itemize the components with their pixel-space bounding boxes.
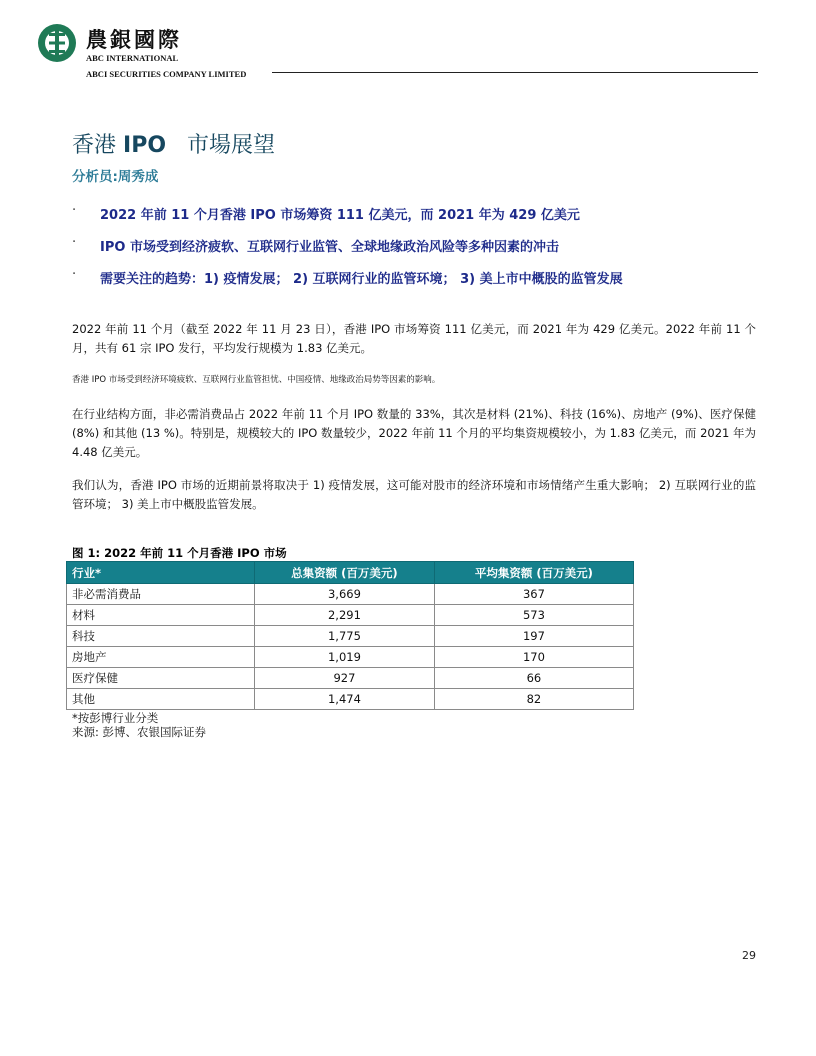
- brand-name-en: ABC INTERNATIONAL: [86, 53, 179, 63]
- bullet-marker: ·: [72, 235, 77, 250]
- sector-cell: 其他: [67, 689, 255, 710]
- classification-note: *按彭博行业分类: [72, 711, 159, 725]
- average-cell: 170: [434, 647, 633, 668]
- average-cell: 82: [434, 689, 633, 710]
- total-cell: 1,019: [255, 647, 435, 668]
- ipo-market-table: [66, 561, 634, 710]
- header-divider: [272, 72, 758, 73]
- key-point-text: 需要关注的趋势：1) 疫情发展； 2) 互联网行业的监管环境； 3) 美上市中概股的监管发展: [100, 272, 623, 287]
- table-row: [67, 626, 634, 647]
- figure-title: 图 1: 2022 年前 11 个月香港 IPO 市场: [72, 546, 287, 560]
- total-cell: 3,669: [255, 584, 435, 605]
- average-cell: 573: [434, 605, 633, 626]
- key-point-text: IPO 市场受到经济疲软、互联网行业监管、全球地缘政治风险等多种因素的冲击: [100, 240, 559, 255]
- key-point-text: 2022 年前 11 个月香港 IPO 市场筹资 111 亿美元，而 2021 年为 429 亿美元: [100, 208, 580, 223]
- table-row: [67, 647, 634, 668]
- table-row: [67, 689, 634, 710]
- table-row: [67, 605, 634, 626]
- sector-cell: 房地产: [67, 647, 255, 668]
- paragraph-factors: 香港 IPO 市场受到经济环境疲软、互联网行业监管担忧、中国疫情、地缘政治局势等因素的影响。: [72, 375, 441, 385]
- key-point: [72, 236, 752, 268]
- total-cell: 1,474: [255, 689, 435, 710]
- bullet-marker: ·: [72, 267, 77, 282]
- paragraph-sector-structure: 在行业结构方面，非必需消费品占 2022 年前 11 个月 IPO 数量的 33%，其次是材料 (21%)、科技 (16%)、房地产 (9%)、医疗保健 (8%) 和其他 (13 %)。特别是，规模较大的 IPO 数量较少，2022 年前 11 个月的平均集资规模较小，为 1.83 亿美元，而 2021 年为 4.48 亿美元。: [72, 407, 756, 459]
- column-header-sector: 行业*: [67, 562, 255, 584]
- sector-cell: 医疗保健: [67, 668, 255, 689]
- total-cell: 1,775: [255, 626, 435, 647]
- analyst-name: 分析员:周秀成: [72, 169, 159, 185]
- brand-company-name: ABCI SECURITIES COMPANY LIMITED: [86, 69, 247, 79]
- average-cell: 66: [434, 668, 633, 689]
- key-point: [72, 204, 752, 236]
- paragraph-outlook: 我们认为，香港 IPO 市场的近期前景将取决于 1) 疫情发展，这可能对股市的经济环境和市场情绪产生重大影响； 2) 互联网行业的监管环境； 3) 美上市中概股监管发展。: [72, 478, 756, 511]
- column-header-average-raised: 平均集资额 (百万美元): [434, 562, 633, 584]
- average-cell: 367: [434, 584, 633, 605]
- table-row: [67, 584, 634, 605]
- sector-cell: 非必需消费品: [67, 584, 255, 605]
- table-header-row: [67, 562, 634, 584]
- table-row: [67, 668, 634, 689]
- paragraph-summary: 2022 年前 11 个月（截至 2022 年 11 月 23 日），香港 IPO 市场筹资 111 亿美元，而 2021 年为 429 亿美元。2022 年前 11 个月，共有 61 宗 IPO 发行，平均发行规模为 1.83 亿美元。: [72, 322, 756, 355]
- table-notes: [72, 711, 206, 739]
- title-bold: IPO: [123, 133, 167, 158]
- key-point: [72, 268, 752, 300]
- total-cell: 927: [255, 668, 435, 689]
- title-suffix: 市場展望: [187, 133, 276, 158]
- source-note: 来源: 彭博、农银国际证券: [72, 725, 207, 739]
- column-header-total-raised: 总集资额 (百万美元): [255, 562, 435, 584]
- title-prefix: 香港: [72, 133, 117, 158]
- total-cell: 2,291: [255, 605, 435, 626]
- page-title: [72, 128, 275, 159]
- average-cell: 197: [434, 626, 633, 647]
- abc-logo-icon: [36, 22, 78, 64]
- key-points-list: [72, 204, 752, 300]
- sector-cell: 科技: [67, 626, 255, 647]
- brand-name-cn: 農銀國際: [86, 27, 182, 52]
- bullet-marker: ·: [72, 203, 77, 218]
- sector-cell: 材料: [67, 605, 255, 626]
- page-number: 29: [742, 949, 756, 962]
- page-header: [36, 22, 766, 82]
